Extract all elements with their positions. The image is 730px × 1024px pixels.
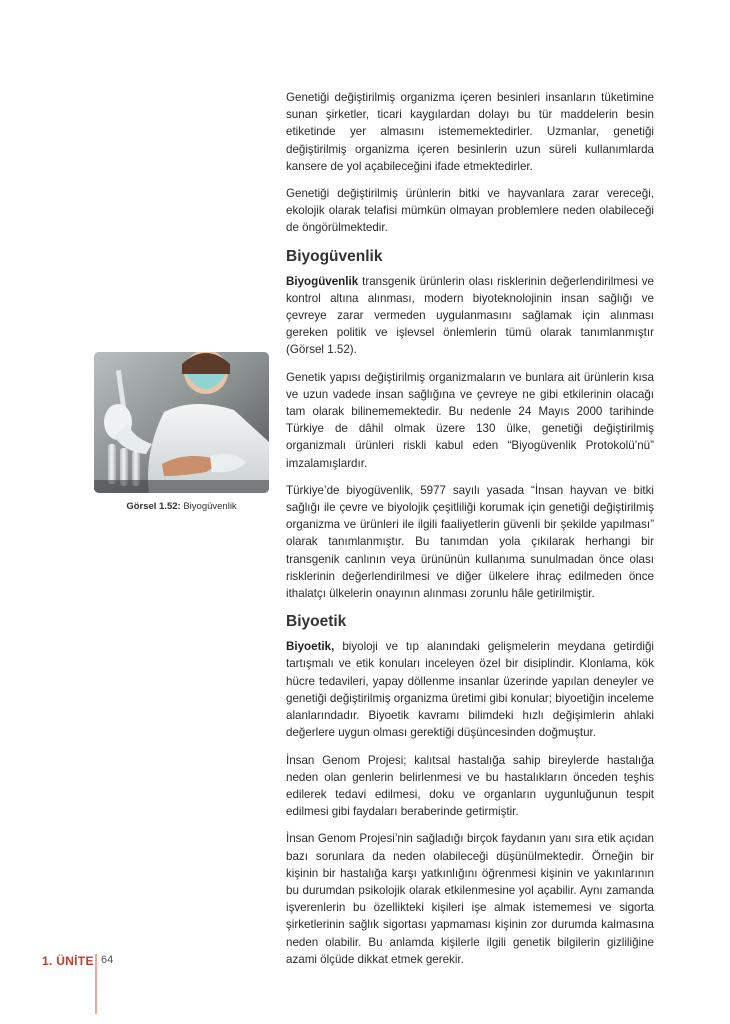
page-number: 64 <box>101 954 114 966</box>
paragraph-biyoguvenlik-law: Türkiye’de biyogüvenlik, 5977 sayılı yasada “İnsan hayvan ve bitki sağlığı ile çevre ve biyolojik çeşitliliği korumak için genetiği değiştirilmiş organizma ve ürünleri ile ilgili faaliyetlerin güvenli bir şekilde yapılması” olarak tanımlanmıştır. Bu tanımdan yola çıkılarak herhangi bir transgenik canlının veya ürününün kullanıma sunulmadan önce olası risklerinin değerlendirilmesi ve diğer ülkelere ihraç edilmeden önce ithalatçı ülkelerin onayının alınması zorunlu hâle getirilmiştir. <box>286 483 654 601</box>
figure-biyoguvenlik-photo <box>94 352 269 493</box>
paragraph-gdo-ecology: Genetiği değiştirilmiş ürünlerin bitki ve hayvanlara zarar vereceği, ekolojik olarak telafisi mümkün olmayan problemlere neden olabileceği de öngörülmektedir. <box>286 187 654 235</box>
paragraph-gdo-labeling: Genetiği değiştirilmiş organizma içeren besinleri insanların tüketimine sunan şirketler, ticari kaygılardan dolayı bu tür maddelerin besin etiketinde yer almasını istememektedirler. Uzmanlar, genetiği değiştirilmiş organizma içeren besinlerin uzun süreli kullanımlarda kansere de yol açabileceğini ifade etmektedirler. <box>286 91 654 173</box>
caption-text: Biyogüvenlik <box>180 501 237 512</box>
heading-biyoetik: Biyoetik <box>286 613 347 631</box>
term-biyoetik: Biyoetik, <box>286 640 335 654</box>
definition-text: biyoloji ve tıp alanındaki gelişmelerin meydana getirdiği tartışmalı ve etik konuları inceleyen özel bir disiplindir. Klonlama, kök hücre tedavileri, yapay döllenme insanlar üzerinde yapılan deneyler ve genetiği değiştirilmiş organizma üretimi gibi konular; biyoetiğin inceleme alanlarındadır. Biyoetik kavramı bilimdeki hızlı değişimlerin ahlaki değerlere uygun olması gerektiği düşüncesinden doğmuştur. <box>286 640 654 740</box>
paragraph-biyoetik-definition <box>286 638 654 741</box>
paragraph-genom-benefits: İnsan Genom Projesi; kalıtsal hastalığa sahip bireylerde hastalığa neden olan genlerin belirlenmesi ve bu hastalıkların önceden teşhis edilerek tedavi edilmesi, doku ve organların uygunluğunun tespit edilmesi gibi faydaları beraberinde getirmiştir. <box>286 753 654 819</box>
footer-unit-label: 1. ÜNİTE <box>42 954 94 968</box>
lab-scientist-illustration <box>94 352 269 493</box>
footer-divider <box>95 954 97 1014</box>
term-biyoguvenlik: Biyogüvenlik <box>286 274 359 288</box>
figure-caption <box>94 501 269 512</box>
paragraph-genom-ethics: İnsan Genom Projesi’nin sağladığı birçok faydanın yanı sıra etik açıdan bazı sorunlara da neden olabileceği düşünülmektedir. Örneğin bir kişinin bir hastalığa karşı yatkınlığını öğrenmesi kişinin ve yakınlarının bu durumdan psikolojik olarak etkilenmesine yol açabilir. Aynı zamanda işverenlerin bu özellikteki kişileri işe almak istememesi ve sigorta şirketlerinin sağlık sigortası yapmaması kişinin zor durumda kalmasına neden olabilir. Bu anlamda kişilerle ilgili genetik bilgilerin gizliliğine azami ölçüde dikkat etmek gerekir. <box>286 832 654 966</box>
main-text-column <box>286 89 654 978</box>
paragraph-biyoguvenlik-protocol: Genetik yapısı değiştirilmiş organizmaların ve bunlara ait ürünlerin kısa ve uzun vadede insan sağlığına ve çevreye ne gibi etkilerinin olacağı tam olarak bilinememektedir. Bu nedenle 24 Mayıs 2000 tarihinde Türkiye de dâhil olmak üzere 130 ülke, genetiği değiştirilmiş organizmalı ürünleri riskli kabul eden “Biyogüvenlik Protokolü’nü” imzalamışlardır. <box>286 370 654 470</box>
caption-label: Görsel 1.52: <box>126 501 181 512</box>
definition-text: transgenik ürünlerin olası risklerinin değerlendirilmesi ve kontrol altına alınması, modern biyoteknolojinin insan sağlığı ve çevreye zarar vermeden uygulanmasını sağlamak için alınması gereken politik ve işlevsel önlemlerin tümü olarak tanımlanmıştır (Görsel 1.52). <box>286 274 654 357</box>
heading-biyoguvenlik: Biyogüvenlik <box>286 247 383 265</box>
paragraph-biyoguvenlik-definition <box>286 273 654 359</box>
